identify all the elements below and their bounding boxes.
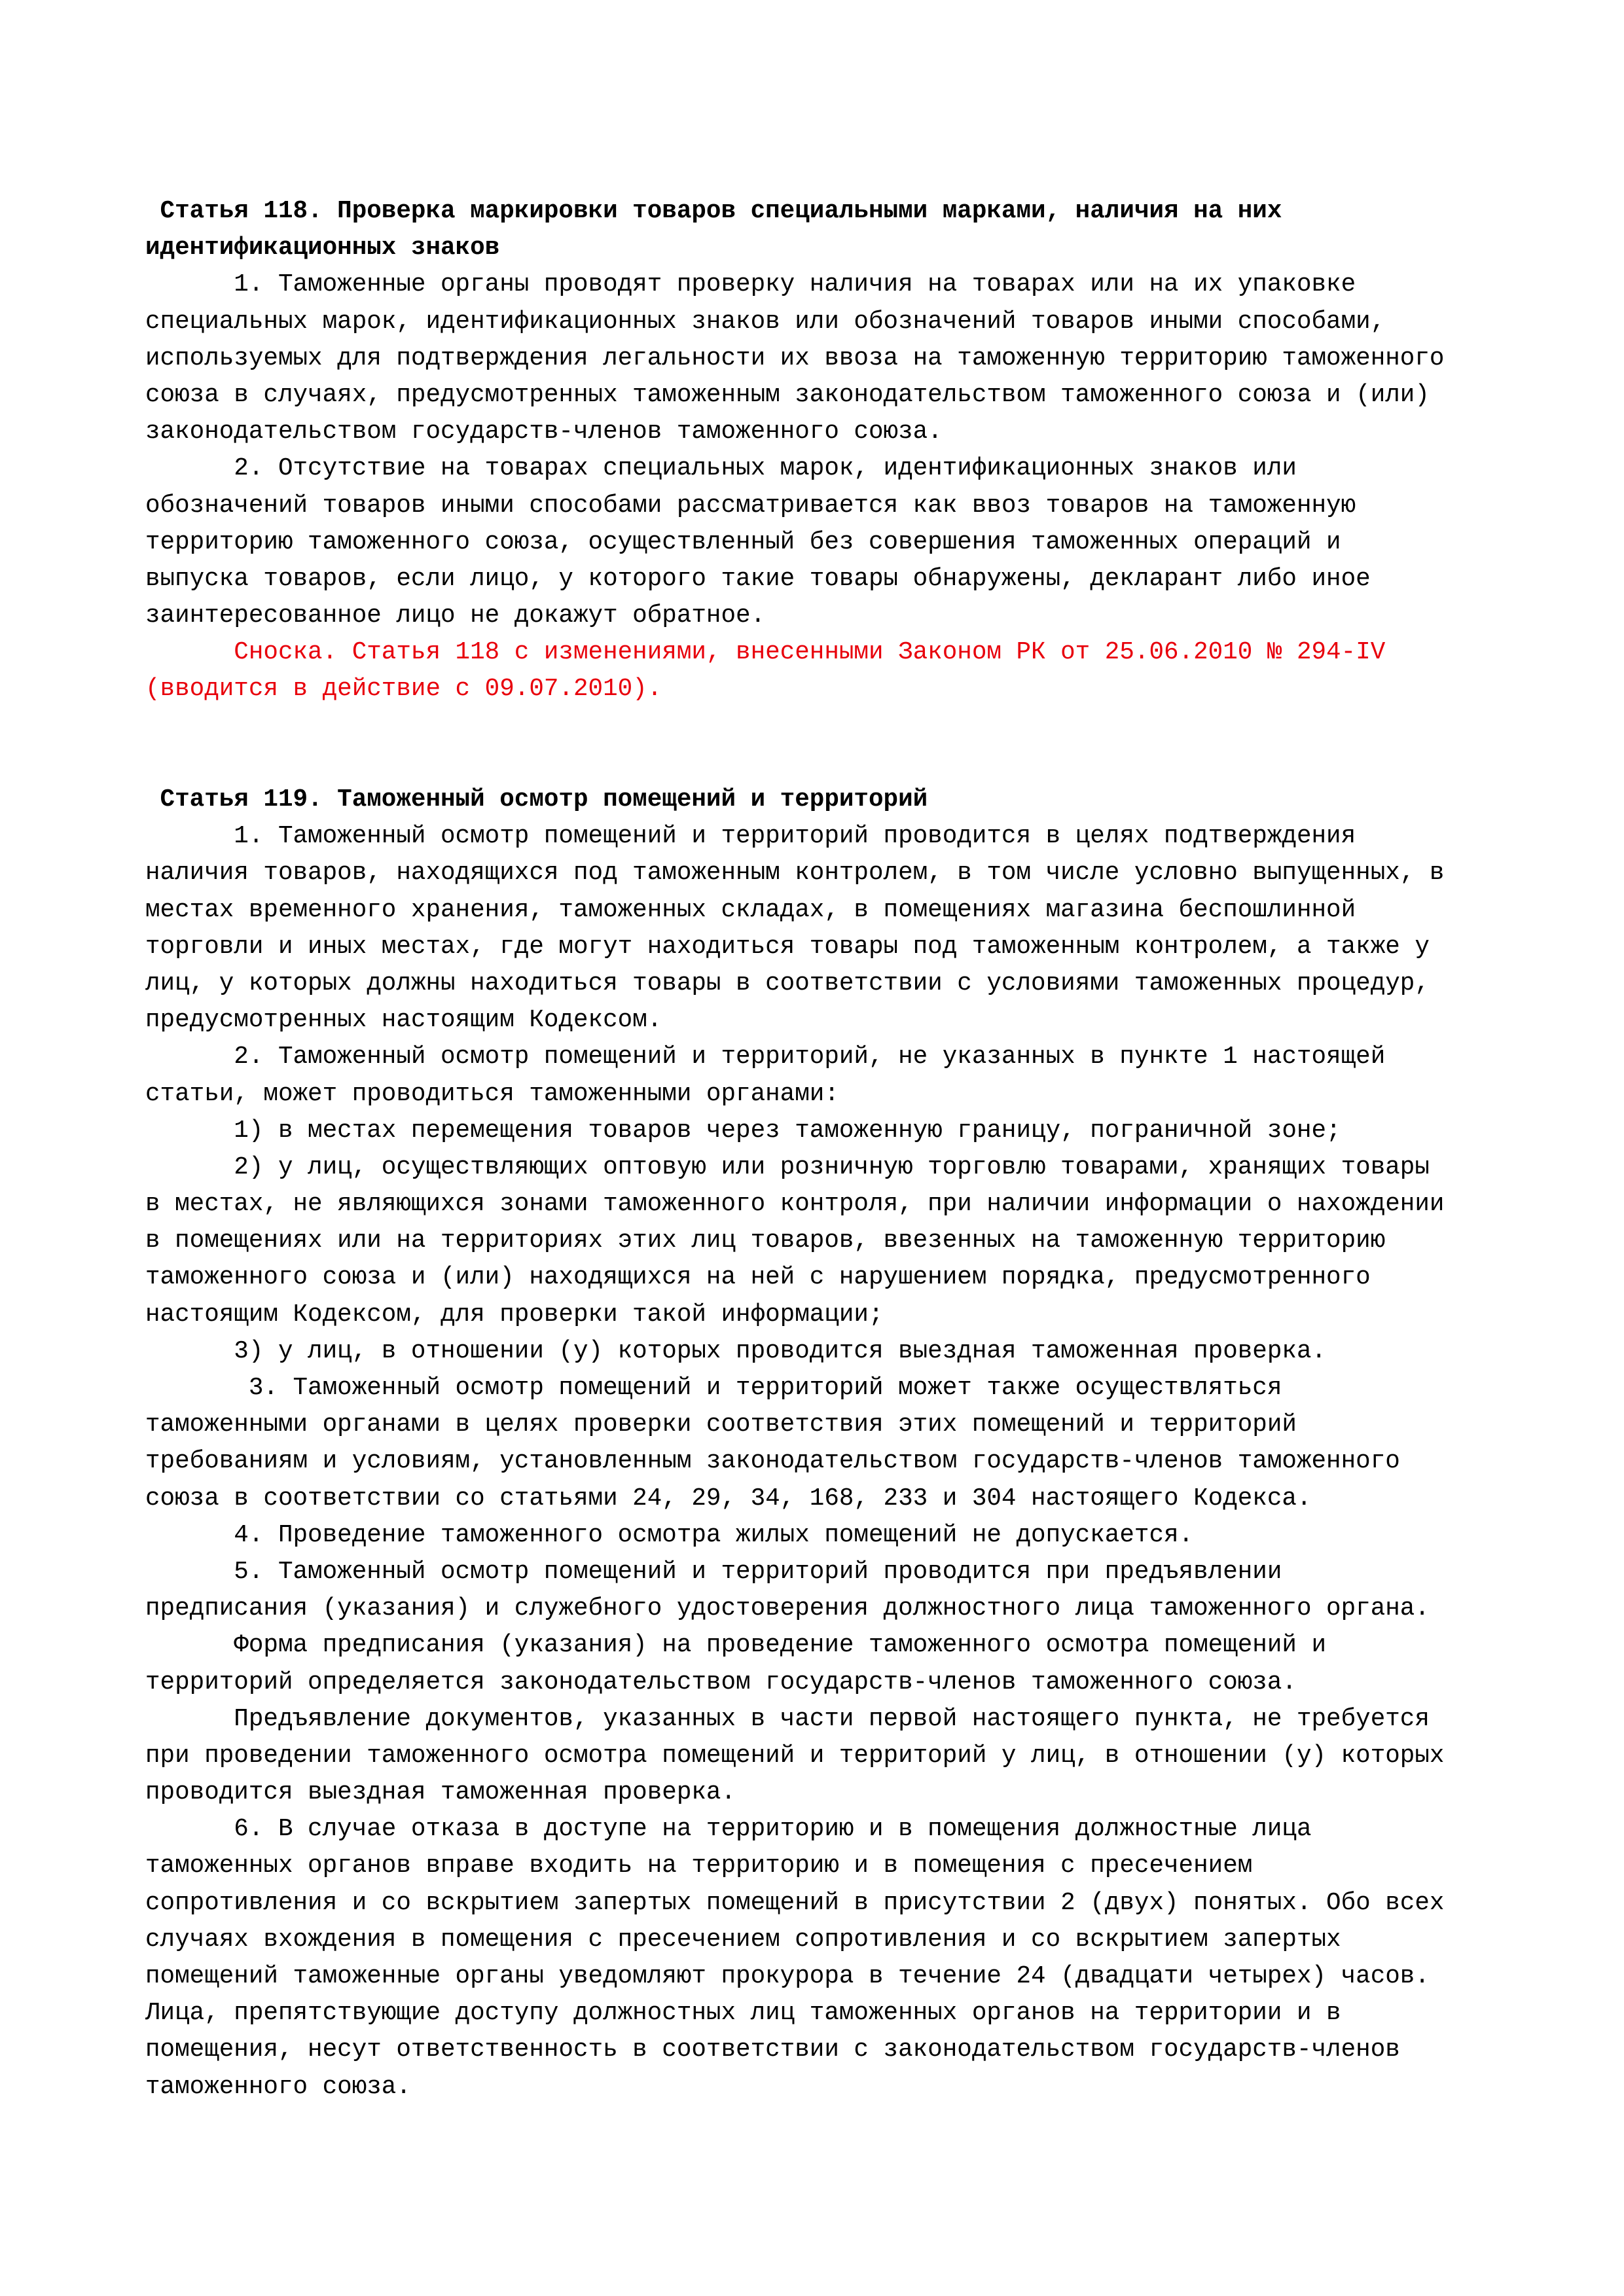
- text-line: Лица, препятствующие доступу должностных лиц таможенных органов на территории и в: [145, 2000, 1341, 2028]
- heading-line: Статья 119. Таможенный осмотр помещений и территорий: [145, 786, 928, 814]
- section-spacer: [145, 708, 1520, 781]
- text-line: 2. Таможенный осмотр помещений и территорий, не указанных в пункте 1 настоящей: [145, 1043, 1386, 1071]
- text-line: сопротивления и со вскрытием запертых помещений в присутствии 2 (двух) понятых. Обо всех: [145, 1889, 1445, 1917]
- article-118-heading: [145, 193, 1520, 266]
- heading-line: Статья 118. Проверка маркировки товаров специальными марками, наличия на них: [145, 198, 1282, 225]
- text-line: в местах, не являющихся зонами таможенного контроля, при наличии информации о нахождении: [145, 1191, 1445, 1219]
- document-page: [145, 193, 1520, 2106]
- text-line: требованиям и условиям, установленным законодательством государств-членов таможенного: [145, 1448, 1400, 1476]
- text-line: 1. Таможенные органы проводят проверку наличия на товарах или на их упаковке: [145, 271, 1356, 299]
- text-line: наличия товаров, находящихся под таможенным контролем, в том числе условно выпущенных, в: [145, 859, 1445, 888]
- text-line: 1. Таможенный осмотр помещений и территорий проводится в целях подтверждения: [145, 823, 1356, 851]
- article-118: [145, 193, 1520, 708]
- text-line: 6. В случае отказа в доступе на территорию и в помещения должностные лица: [145, 1816, 1312, 1844]
- text-line: предписания (указания) и служебного удостоверения должностного лица таможенного органа.: [145, 1595, 1430, 1623]
- text-line: Предъявление документов, указанных в части первой настоящего пункта, не требуется: [145, 1705, 1430, 1733]
- article-119: [145, 781, 1520, 2106]
- text-line: союза в соответствии со статьями 24, 29, 34, 168, 233 и 304 настоящего Кодекса.: [145, 1484, 1312, 1513]
- text-line: проводится выездная таможенная проверка.: [145, 1779, 736, 1807]
- text-line: таможенных органов вправе входить на территорию и в помещения с пресечением: [145, 1852, 1253, 1880]
- text-line: 3. Таможенный осмотр помещений и территорий может также осуществляться: [145, 1374, 1282, 1403]
- article-118-body: [145, 266, 1520, 634]
- note-line: (вводится в действие с 09.07.2010).: [145, 675, 662, 704]
- text-line: помещения, несут ответственность в соответствии с законодательством государств-членов: [145, 2036, 1400, 2064]
- text-line: законодательством государств-членов таможенного союза.: [145, 418, 943, 446]
- text-line: заинтересованное лицо не докажут обратное.: [145, 602, 766, 630]
- article-119-body: [145, 818, 1520, 2106]
- text-line: статьи, может проводиться таможенными органами:: [145, 1080, 839, 1108]
- text-line: лиц, у которых должны находиться товары в соответствии с условиями таможенных процедур,: [145, 969, 1430, 997]
- article-118-amendment-note: [145, 634, 1520, 708]
- text-line: обозначений товаров иными способами рассматривается как ввоз товаров на таможенную: [145, 492, 1356, 520]
- text-line: в помещениях или на территориях этих лиц товаров, ввезенных на таможенную территорию: [145, 1227, 1386, 1255]
- text-line: предусмотренных настоящим Кодексом.: [145, 1007, 662, 1035]
- article-119-heading: [145, 781, 1520, 818]
- text-line: настоящим Кодексом, для проверки такой информации;: [145, 1300, 884, 1329]
- text-line: Форма предписания (указания) на проведение таможенного осмотра помещений и: [145, 1632, 1327, 1660]
- text-line: территорий определяется законодательством государств-членов таможенного союза.: [145, 1668, 1297, 1696]
- text-line: выпуска товаров, если лицо, у которого такие товары обнаружены, декларант либо иное: [145, 565, 1371, 593]
- text-line: 4. Проведение таможенного осмотра жилых помещений не допускается.: [145, 1521, 1194, 1549]
- text-line: территорию таможенного союза, осуществленный без совершения таможенных операций и: [145, 528, 1341, 556]
- text-line: 2. Отсутствие на товарах специальных марок, идентификационных знаков или: [145, 455, 1297, 483]
- text-line: таможенного союза и (или) находящихся на ней с нарушением порядка, предусмотренного: [145, 1264, 1371, 1292]
- text-line: при проведении таможенного осмотра помещений и территорий у лиц, в отношении (у) которых: [145, 1742, 1445, 1770]
- heading-line: идентификационных знаков: [145, 234, 500, 262]
- text-line: местах временного хранения, таможенных складах, в помещениях магазина беспошлинной: [145, 896, 1356, 924]
- note-line: Сноска. Статья 118 с изменениями, внесенными Законом РК от 25.06.2010 № 294-IV: [145, 639, 1386, 667]
- text-line: таможенными органами в целях проверки соответствия этих помещений и территорий: [145, 1411, 1297, 1439]
- text-line: 3) у лиц, в отношении (у) которых проводится выездная таможенная проверка.: [145, 1337, 1327, 1365]
- text-line: союза в случаях, предусмотренных таможенным законодательством таможенного союза и (или): [145, 381, 1430, 409]
- text-line: 2) у лиц, осуществляющих оптовую или розничную торговлю товарами, хранящих товары: [145, 1153, 1430, 1181]
- text-line: случаях вхождения в помещения с пресечением сопротивления и со вскрытием запертых: [145, 1926, 1341, 1954]
- text-line: используемых для подтверждения легальности их ввоза на таможенную территорию таможенного: [145, 344, 1445, 372]
- text-line: торговли и иных местах, где могут находиться товары под таможенным контролем, а также у: [145, 933, 1430, 961]
- text-line: специальных марок, идентификационных знаков или обозначений товаров иными способами,: [145, 308, 1386, 336]
- text-line: помещений таможенные органы уведомляют прокурора в течение 24 (двадцати четырех) часов.: [145, 1963, 1430, 1991]
- text-line: 1) в местах перемещения товаров через таможенную границу, пограничной зоне;: [145, 1117, 1341, 1145]
- text-line: 5. Таможенный осмотр помещений и территорий проводится при предъявлении: [145, 1558, 1282, 1586]
- text-line: таможенного союза.: [145, 2073, 411, 2101]
